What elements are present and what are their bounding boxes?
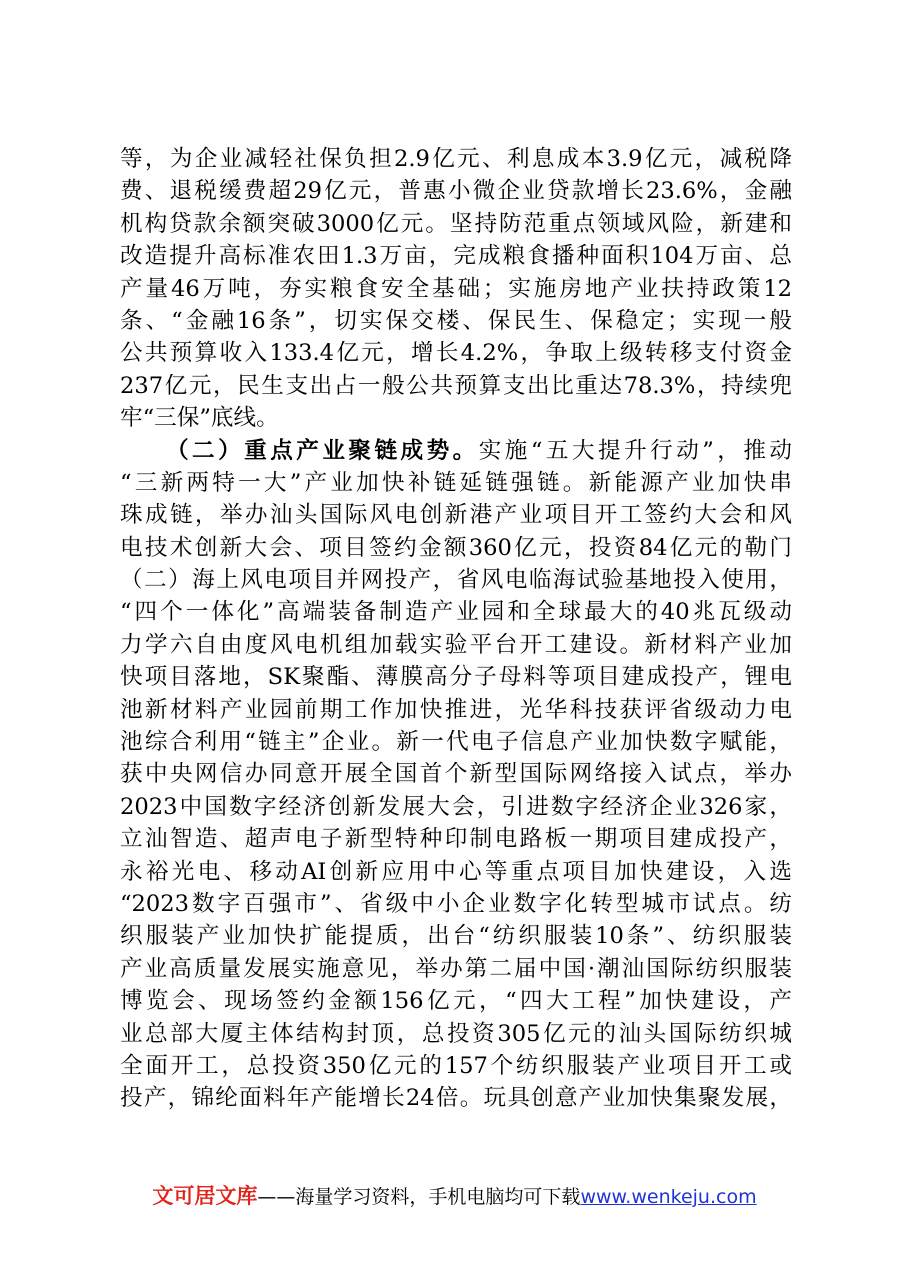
text-line: 池综合利用“链主”企业。新一代电子信息产业加快数字赋能，: [120, 729, 792, 756]
text-line: 牢“三保”底线。: [120, 405, 279, 432]
text-line: 费、退税缓费超29亿元，普惠小微企业贷款增长23.6%，金融: [120, 178, 792, 205]
text-line: 公共预算收入133.4亿元，增长4.2%，争取上级转移支付资金: [120, 340, 792, 367]
text-line: 电技术创新大会、项目签约金额360亿元，投资84亿元的勒门: [120, 534, 792, 561]
text-line: 237亿元，民生支出占一般公共预算支出比重达78.3%，持续兜: [120, 372, 792, 399]
text-line: （二）海上风电项目并网投产，省风电临海试验基地投入使用，: [120, 567, 792, 594]
text-line: 条、“金融16条”，切实保交楼、保民生、保稳定；实现一般: [120, 307, 792, 334]
footer-brand: 文可居文库: [152, 1184, 258, 1208]
text-line: 力学六自由度风电机组加载实验平台开工建设。新材料产业加: [120, 631, 792, 658]
text-line: [120, 435, 792, 467]
text-line: 2023中国数字经济创新发展大会，引进数字经济企业326家，: [120, 793, 792, 820]
text-line: 珠成链，举办汕头国际风电创新港产业项目开工签约大会和风: [120, 502, 792, 529]
heading-line-rest: 实施“五大提升行动”，推动: [478, 437, 792, 464]
text-line: “2023数字百强市”、省级中小企业数字化转型城市试点。纺: [120, 890, 792, 917]
text-line: 织服装产业加快扩能提质，出台“纺织服装10条”、纺织服装: [120, 923, 792, 950]
text-line: 永裕光电、移动AI创新应用中心等重点项目加快建设，入选: [120, 858, 792, 885]
text-line: “四个一体化”高端装备制造产业园和全球最大的40兆瓦级动: [120, 599, 792, 626]
paragraph-fiscal-support: [120, 143, 792, 435]
section-heading: （二）重点产业聚链成势。: [166, 437, 479, 464]
text-line: 全面开工，总投资350亿元的157个纺织服装产业项目开工或: [120, 1052, 792, 1079]
text-line: 立汕智造、超声电子新型特种印制电路板一期项目建成投产，: [120, 826, 792, 853]
footer-banner: [0, 1180, 909, 1210]
document-body: [120, 143, 792, 1115]
text-line: 获中央网信办同意开展全国首个新型国际网络接入试点，举办: [120, 761, 792, 788]
footer-slogan: ——海量学习资料，手机电脑均可下载: [257, 1186, 581, 1208]
footer-url-link[interactable]: www.wenkeju.com: [580, 1186, 757, 1208]
text-line: 博览会、现场签约金额156亿元，“四大工程”加快建设，产: [120, 988, 792, 1015]
text-line: 快项目落地，SK聚酯、薄膜高分子母料等项目建成投产，锂电: [120, 664, 792, 691]
text-line: 等，为企业减轻社保负担2.9亿元、利息成本3.9亿元，减税降: [120, 146, 792, 172]
text-line: “三新两特一大”产业加快补链延链强链。新能源产业加快串: [120, 469, 792, 496]
text-line: 池新材料产业园前期工作加快推进，光华科技获评省级动力电: [120, 696, 792, 723]
text-line: 业总部大厦主体结构封顶，总投资305亿元的汕头国际纺织城: [120, 1020, 792, 1047]
text-line: 投产，锦纶面料年产能增长24倍。玩具创意产业加快集聚发展，: [120, 1085, 792, 1112]
text-line: 机构贷款余额突破3000亿元。坚持防范重点领域风险，新建和: [120, 210, 792, 237]
text-line: 产业高质量发展实施意见，举办第二届中国·潮汕国际纺织服装: [120, 955, 792, 982]
text-line: 产量46万吨，夯实粮食安全基础；实施房地产业扶持政策12: [120, 275, 792, 302]
text-line: 改造提升高标准农田1.3万亩，完成粮食播种面积104万亩、总: [120, 243, 792, 270]
paragraph-key-industries: [120, 435, 792, 1115]
